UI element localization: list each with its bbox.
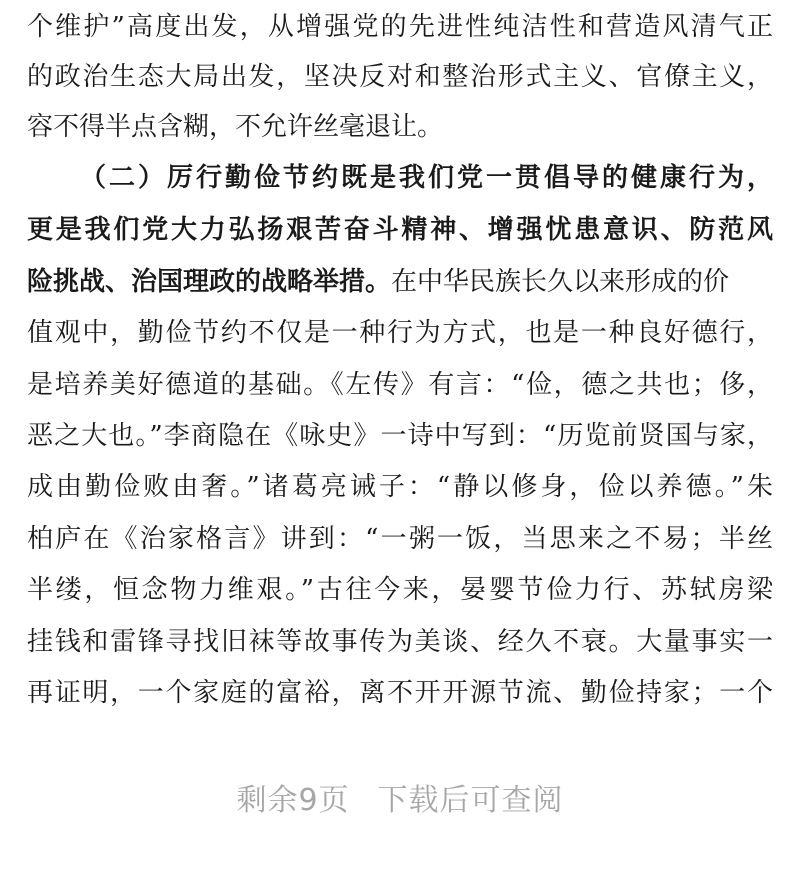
paragraph-line: 的政治生态大局出发，坚决反对和整治形式主义、官僚主义， — [27, 62, 773, 92]
paragraph-line: 值观中，勤俭节约不仅是一种行为方式，也是一种良好德行， — [27, 318, 773, 348]
paragraph-line: 个维护”高度出发，从增强党的先进性纯洁性和营造风清气正 — [27, 12, 773, 42]
download-label: 下载后可查阅 — [377, 783, 564, 818]
section-heading-line: （二）厉行勤俭节约既是我们党一贯倡导的健康行为， — [80, 163, 773, 193]
download-prompt[interactable] — [0, 776, 800, 826]
paragraph-line: 柏庐在《治家格言》讲到：“一粥一饭，当思来之不易；半丝 — [27, 524, 773, 554]
paragraph-line: 恶之大也。”李商隐在《咏史》一诗中写到：“历览前贤国与家， — [27, 421, 773, 451]
section-heading-tail: 险挑战、治国理政的战略举措。 — [27, 267, 392, 297]
paragraph-line: 再证明，一个家庭的富裕，离不开开源节流、勤俭持家；一个 — [27, 678, 773, 708]
paragraph-line: 半缕，恒念物力维艰。”古往今来，晏婴节俭力行、苏轼房梁 — [27, 575, 773, 605]
paragraph-line: 容不得半点含糊，不允许丝毫退让。 — [27, 112, 444, 142]
mixed-line — [27, 257, 773, 307]
paragraph-line: 挂钱和雷锋寻找旧袜等故事传为美谈、经久不衰。大量事实一 — [27, 627, 773, 657]
remaining-pages-label: 剩余9页 — [236, 783, 350, 818]
paragraph-line: 成由勤俭败由奢。”诸葛亮诫子：“静以修身，俭以养德。”朱 — [27, 472, 773, 502]
section-heading-line: 更是我们党大力弘扬艰苦奋斗精神、增强忧患意识、防范风 — [27, 215, 773, 245]
paragraph-line: 是培养美好德道的基础。《左传》有言：“俭，德之共也；侈， — [27, 370, 773, 400]
paragraph-text: 在中华民族长久以来形成的价 — [391, 267, 730, 297]
